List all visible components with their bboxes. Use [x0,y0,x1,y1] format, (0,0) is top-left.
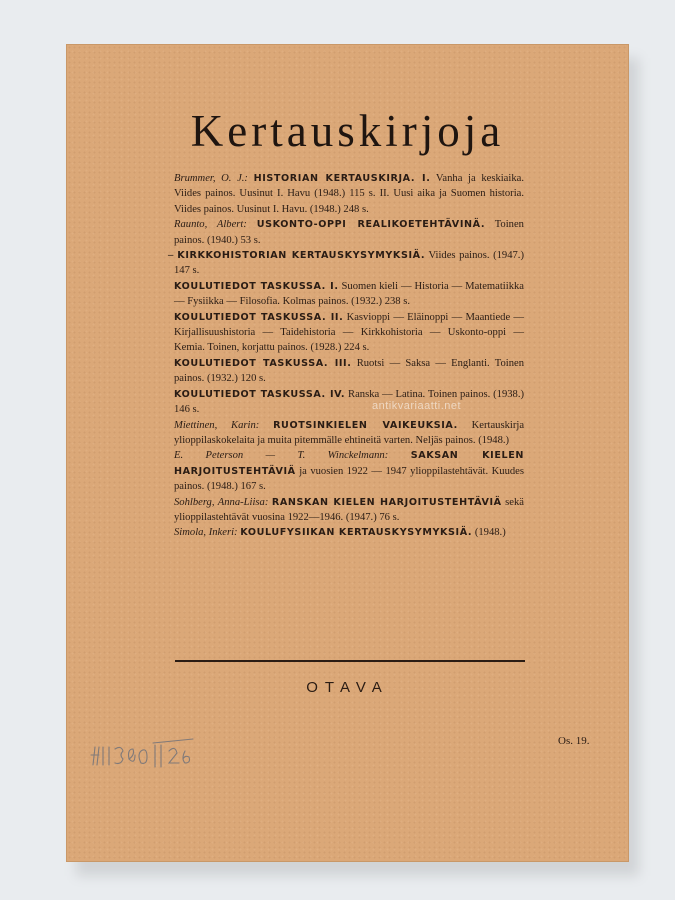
entry-work-title: RUOTSINKIELEN VAIKEUKSIA. [273,419,458,431]
entry-work-title: HISTORIAN KERTAUSKIRJA. I. [253,173,431,184]
entry-dash: – [168,250,174,262]
book-entry [174,387,524,418]
cover-title: Kertauskirjoja [190,106,505,156]
entry-author: Raunto, Albert: [174,219,247,231]
entry-details: Kasvioppi — Eläinoppi — Maantiede — Kirjallisuushistoria — Taidehistoria — Kirkkohistoria — Uskonto-oppi — Kemia. Toinen, korjattu painos. (1928.) 224 s. [174,311,524,354]
entry-work-title: KOULUTIEDOT TASKUSSA. I. [174,280,339,292]
entry-details: Viides painos. (1947.) 147 s. [174,250,524,277]
entry-work-title: KOULUTIEDOT TASKUSSA. II. [174,311,344,323]
entry-author: Simola, Inkeri: [174,527,238,539]
book-list [168,171,525,541]
entry-details: Ruotsi — Saksa — Englanti. Toinen painos. (1932.) 120 s. [174,357,524,385]
entry-details: Toinen painos. (1940.) 53 s. [174,219,524,246]
entry-details: Vanha ja keskiaika. Viides painos. Uusinut I. Havu (1948.) 115 s. II. Uusi aika ja Suomen historia. Viides painos. Uusinut I. Havu. (1948.) 248 s. [174,173,524,215]
book-entry [174,448,524,494]
book-entry [174,356,524,387]
entry-work-title: RANSKAN KIELEN HARJOITUSTEHTÄVIÄ [271,496,502,508]
entry-author: Miettinen, Karin: [174,419,260,431]
entry-work-title: SAKSAN KIELEN HARJOITUSTEHTÄVIÄ [174,450,524,477]
entry-details: Kertauskirja ylioppilaskokelaita ja muita pitemmälle ehtineitä varten. Neljäs painos. (1948.) [174,419,525,446]
handwritten-pencil-note [85,715,205,775]
entry-work-title: KIRKKOHISTORIAN KERTAUSKYSYMYKSIÄ. [177,250,426,262]
book-entry [174,279,524,310]
entry-author: E. Peterson — T. Winckelmann: [174,450,389,462]
book-entry [174,171,524,217]
book-entry [174,310,524,356]
book-entry [174,525,524,540]
book-entry [174,495,524,526]
entry-work-title: KOULUTIEDOT TASKUSSA. IV. [174,388,346,400]
entry-details: ja vuosien 1922 — 1947 ylioppilastehtävät. Kuudes painos. (1948.) 167 s. [174,465,524,493]
watermark: antikvariaatti.net [372,400,462,412]
entry-author: Sohlberg, Anna-Liisa: [174,496,269,508]
book-cover [66,44,629,862]
book-entry [174,418,524,449]
entry-work-title: KOULUFYSIIKAN KERTAUSKYSYMYKSIÄ. [240,527,473,539]
entry-author: Brummer, O. J.: [174,173,248,184]
entry-details: Ranska — Latina. Toinen painos. (1938.) 146 s. [174,388,525,416]
book-entry [174,217,524,248]
entry-work-title: KOULUTIEDOT TASKUSSA. III. [174,357,352,369]
book-entry [168,248,524,279]
divider-rule [175,660,525,662]
entry-work-title: USKONTO-OPPI REALIKOETEHTÄVINÄ. [256,219,486,231]
entry-details: Suomen kieli — Historia — Matematiikka — Fysiikka — Filosofia. Kolmas painos. (1932.) 238 s. [174,280,524,308]
publisher-name: OTAVA [306,679,389,696]
entry-details: (1948.) [474,527,506,539]
entry-details: sekä ylioppilastehtävät vuosina 1922—1946. (1947.) 76 s. [174,496,524,523]
series-reference: Os. 19. [558,735,590,747]
